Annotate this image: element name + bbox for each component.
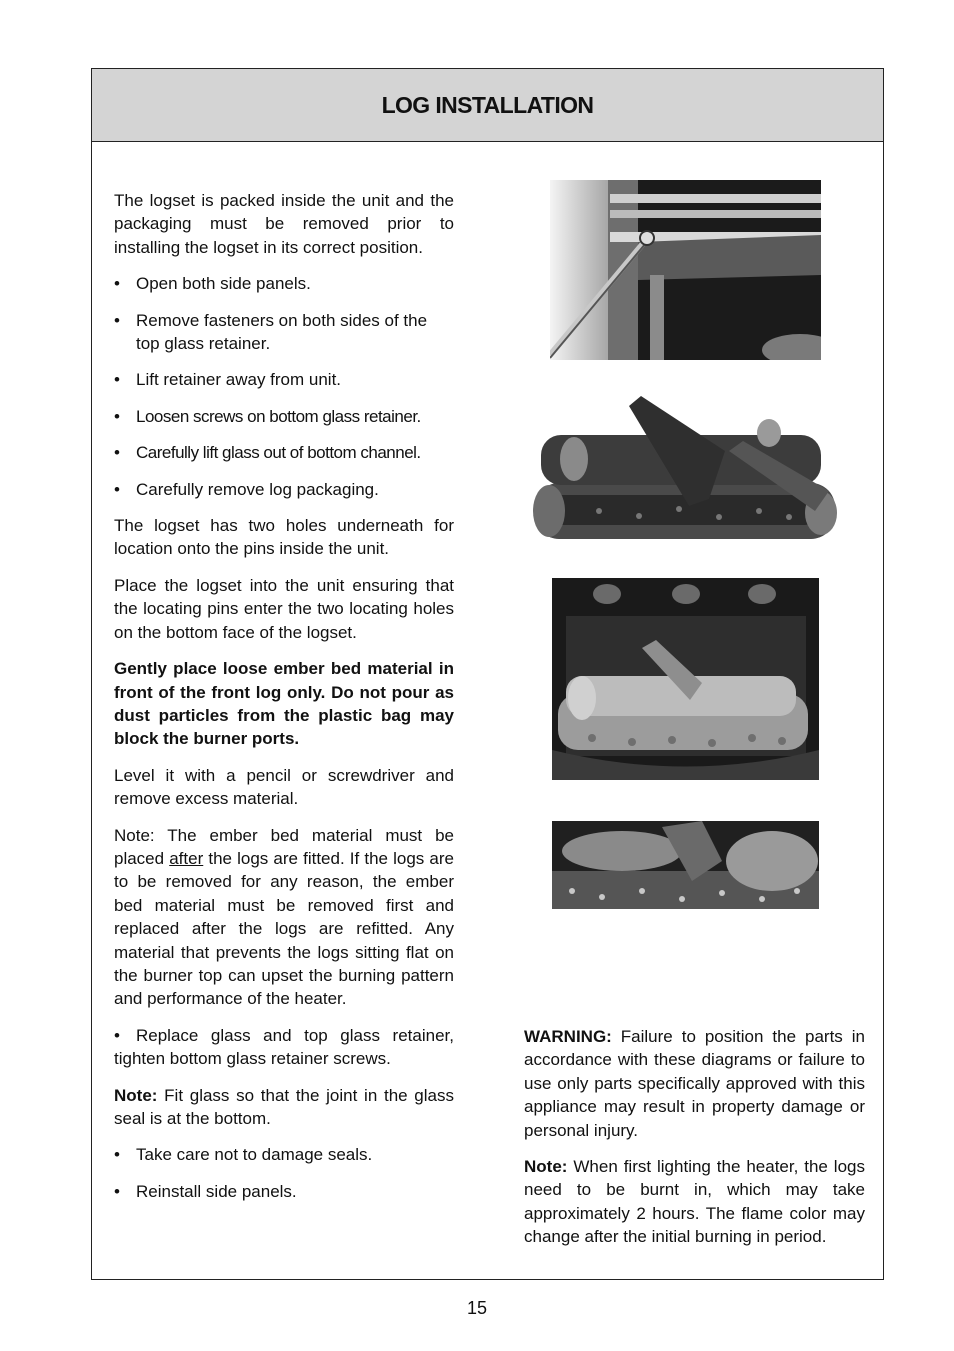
note-label: Note: [524, 1157, 568, 1177]
bullet-icon: • [114, 274, 120, 294]
bullet-icon: • [114, 443, 120, 463]
step-item [114, 368, 454, 391]
burn-in-note-paragraph [524, 1155, 865, 1249]
step-text: Carefully lift glass out of bottom channel. [136, 443, 421, 463]
warning-text: Failure to position the parts in accordance with these diagrams or failure to use only parts specifically approved with this appliance may result in property damage or personal injury. [524, 1027, 865, 1140]
bullet-icon: • [114, 479, 120, 499]
step-item [114, 1180, 454, 1203]
warning-label: WARNING: [524, 1027, 612, 1046]
note-after-word: after [169, 848, 204, 868]
bullet-icon: • [114, 310, 120, 330]
page-title: LOG INSTALLATION [381, 91, 594, 118]
step-item [114, 405, 454, 428]
section-header [92, 69, 883, 142]
ember-bed-closeup-photo [552, 821, 819, 909]
glass-retainer-photo [550, 180, 821, 360]
place-paragraph: Place the logset into the unit ensuring that the locating pins enter the two locating holes on the bottom face of the logset. [114, 575, 454, 642]
bullet-icon: • [114, 1181, 120, 1201]
step-item [114, 478, 454, 501]
step-text: Lift retainer away from unit. [136, 370, 342, 390]
replace-paragraph [114, 1024, 454, 1071]
intro-paragraph: The logset is packed inside the unit and the packaging must be removed prior to installing the logset in its correct position. [114, 191, 454, 257]
warning-paragraph [524, 1025, 865, 1142]
step-text: Open both side panels. [136, 274, 311, 294]
step-text: Loosen screws on bottom glass retainer. [136, 406, 421, 426]
note-text: Fit glass so that the joint in the glass seal is at the bottom. [114, 1085, 454, 1128]
step-item [114, 441, 454, 464]
ember-note-paragraph [114, 824, 454, 1011]
bullet-icon: • [114, 1145, 120, 1165]
bullet-icon: • [114, 370, 120, 390]
step-text: Carefully remove log packaging. [136, 479, 379, 499]
note-text-b: the logs are fitted. If the logs are to be removed for any reason, the ember bed material must be removed first and replaced after the logs are refitted. Any material that prevents the logs sitting flat on the burner top can upset the burning pattern and performance of the heater. [114, 848, 454, 1009]
step-text: Reinstall side panels. [136, 1181, 297, 1201]
bullet-icon: • [114, 406, 120, 426]
step-item [114, 309, 454, 356]
level-paragraph: Level it with a pencil or screwdriver and remove excess material. [114, 765, 454, 809]
installed-logset-photo [552, 578, 819, 780]
glass-note-paragraph [114, 1084, 454, 1131]
bullet-icon: • [114, 1025, 120, 1045]
page-number: 15 [466, 1298, 488, 1318]
note-label: Note: [114, 1085, 158, 1105]
step-item [114, 1143, 454, 1166]
note-text: When first lighting the heater, the logs need to be burnt in, which may take approximately 2 hours. The flame color may change after the initial burning in period. [524, 1157, 865, 1247]
step-text: Take care not to damage seals. [136, 1145, 373, 1165]
note-text-a: Note: The ember bed material must be placed [114, 825, 454, 868]
page-frame [91, 68, 884, 1280]
warning-column [524, 1025, 865, 1262]
logset-photo [529, 391, 841, 557]
step-text: Remove fasteners on both sides of the top glass retainer. [136, 310, 428, 354]
step-item [114, 272, 454, 295]
instructions-column [114, 189, 454, 1216]
holes-paragraph: The logset has two holes underneath for location onto the pins inside the unit. [114, 516, 454, 559]
ember-warning-paragraph: Gently place loose ember bed material in front of the front log only. Do not pour as dust particles from the plastic bag may block the burner ports. [114, 659, 454, 749]
replace-text: Replace glass and top glass retainer, tighten bottom glass retainer screws. [114, 1025, 454, 1069]
